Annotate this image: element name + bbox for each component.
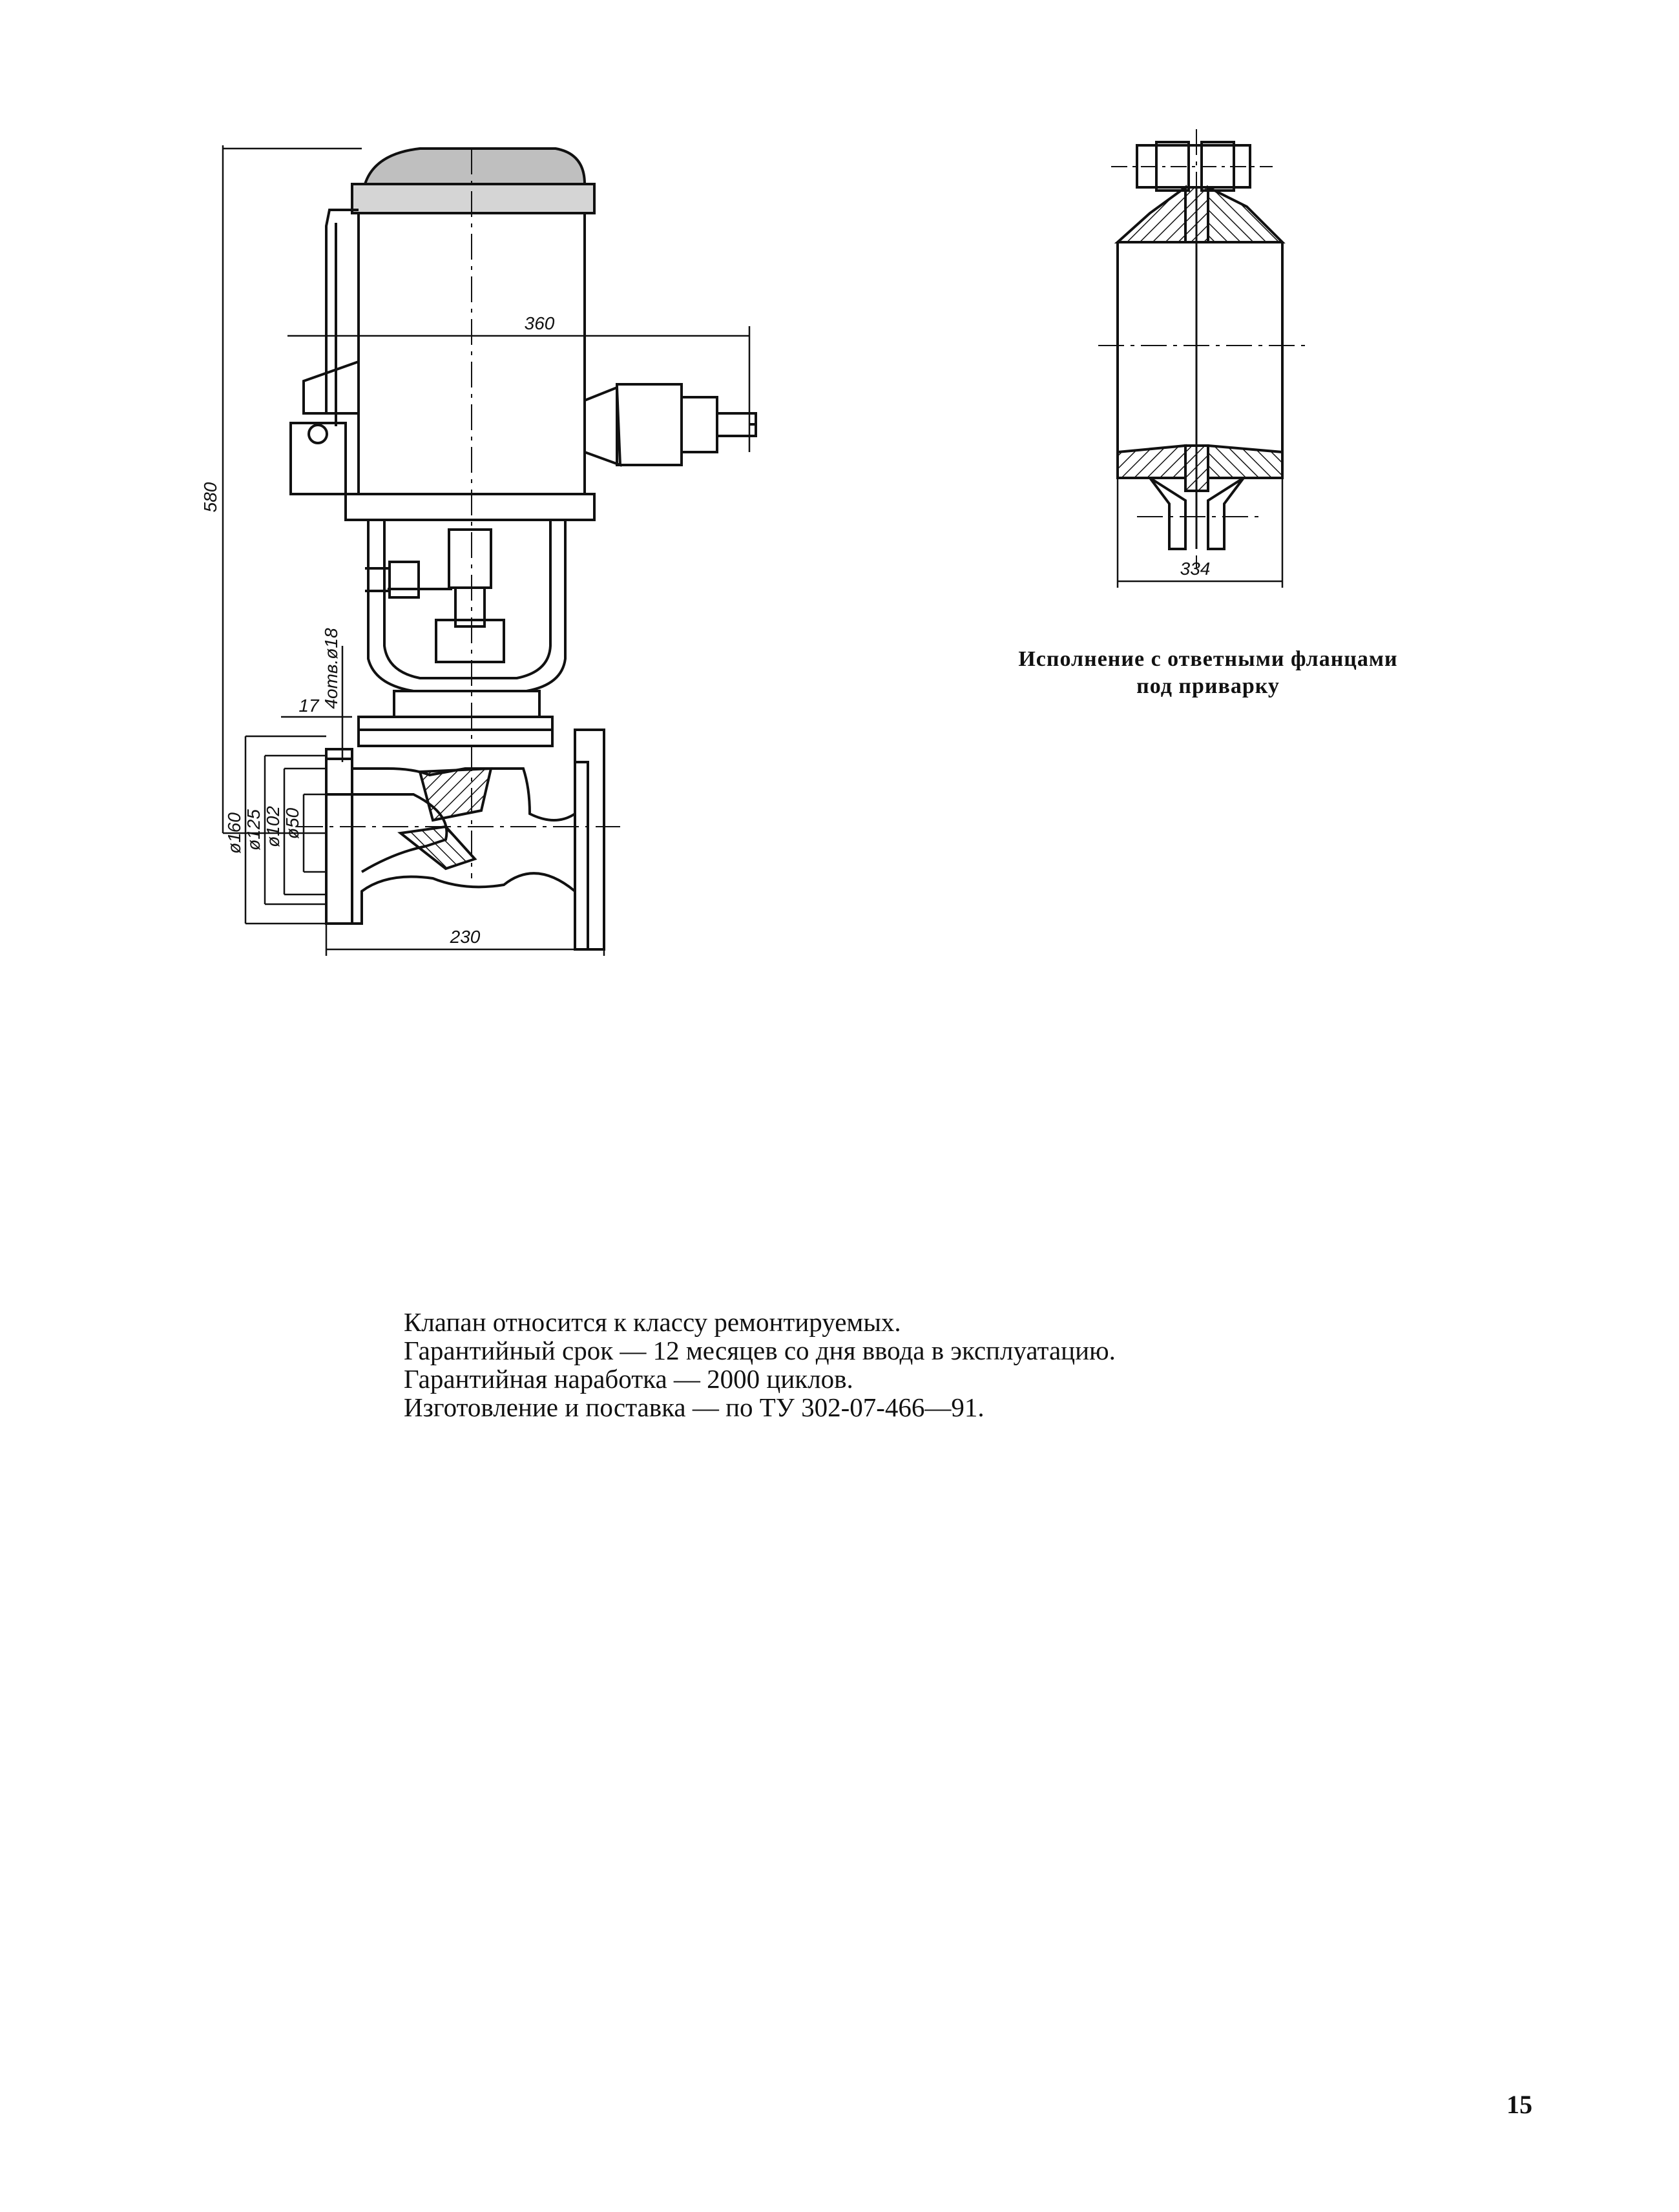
side-bracket xyxy=(326,210,359,413)
variant-caption-line1: Исполнение с ответными фланцами xyxy=(1018,647,1398,671)
note-item: Клапан относится к классу ремонтируемых. xyxy=(404,1307,901,1337)
dimension-bolt-holes: 4отв.ø18 xyxy=(321,628,341,709)
yoke xyxy=(368,520,565,691)
position-indicator xyxy=(390,562,419,597)
pivot-pin xyxy=(309,425,327,443)
bracket-fold xyxy=(304,362,359,413)
actuator-bottom-flange xyxy=(346,494,594,520)
dimension-17: 17 xyxy=(298,696,319,716)
limit-switch-box xyxy=(291,423,346,494)
body-top-flange xyxy=(359,717,552,746)
note-item: Изготовление и поставка — по ТУ 302-07-466—91. xyxy=(404,1392,985,1422)
dimension-d50: ø50 xyxy=(282,807,302,840)
dimension-d125: ø125 xyxy=(244,809,264,851)
upper-flange-section xyxy=(1118,187,1185,242)
left-flange xyxy=(326,759,352,924)
dimension-360: 360 xyxy=(524,313,555,333)
note-item: Гарантийный срок — 12 месяцев со дня ввода в эксплуатацию. xyxy=(404,1336,1116,1365)
notes-block xyxy=(404,1308,1308,1421)
stem-coupling xyxy=(449,530,491,588)
dimension-230: 230 xyxy=(450,927,481,947)
valve-plug xyxy=(420,769,491,820)
variant-caption-line2: под приварку xyxy=(1136,674,1280,698)
note-item: Гарантийная наработка — 2000 циклов. xyxy=(404,1364,853,1394)
dimension-d160: ø160 xyxy=(224,812,244,854)
dimension-d102: ø102 xyxy=(263,806,283,847)
flange-variant-drawing xyxy=(1098,129,1305,588)
seat-section xyxy=(401,827,475,869)
cable-connector xyxy=(585,388,620,465)
bonnet xyxy=(394,691,539,717)
dimension-334: 334 xyxy=(1180,559,1211,579)
valve-assembly xyxy=(291,149,756,949)
actuator-rim xyxy=(352,184,594,213)
actuator-cap xyxy=(365,149,585,184)
lower-flange-section xyxy=(1118,446,1185,478)
dimension-580: 580 xyxy=(200,482,220,513)
variant-caption xyxy=(963,646,1454,700)
page-number: 15 xyxy=(1507,2090,1532,2119)
